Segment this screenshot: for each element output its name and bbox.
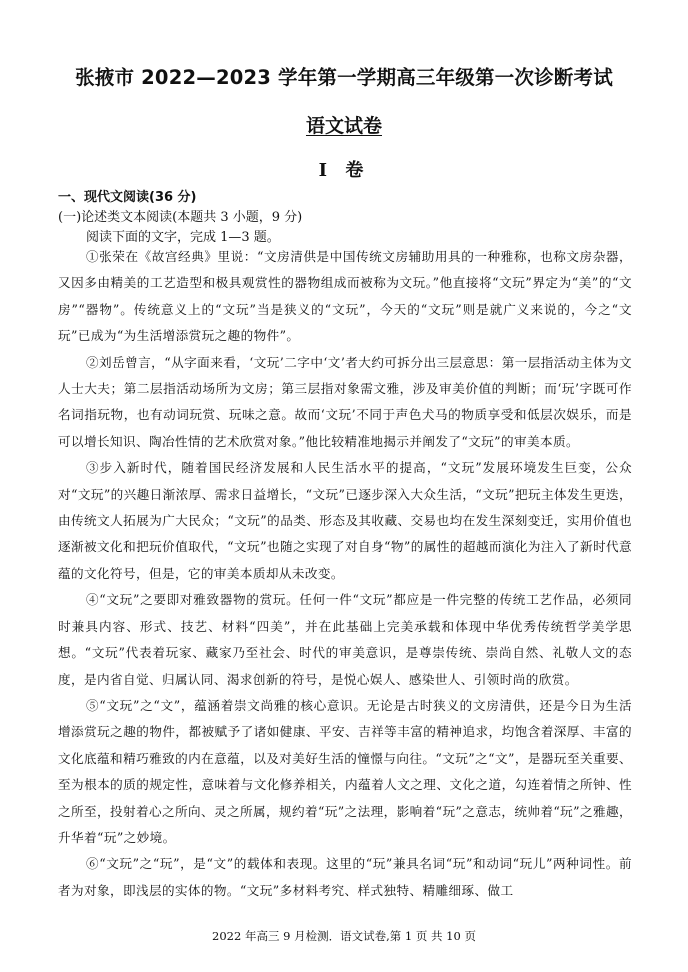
paragraph-1: ①张荣在《故宫经典》里说：“文房清供是中国传统文房辅助用具的一种雅称，也称文房杂器，又因多由精美的工艺造型和极具观赏性的器物组成而被称为文玩。”他直接将“文玩”界定为“美”的“文房”“器物”。传统意义上的“文玩”当是狭义的“文玩”，今天的“文玩”则是就广义来说的，今之“文玩”已成为“为生活增添赏玩之趣的物件”。 bbox=[58, 249, 632, 344]
page-footer: 2022 年高三 9 月检测．语文试卷,第 1 页 共 10 页 bbox=[212, 929, 476, 943]
volume-label: I 卷 bbox=[318, 160, 370, 181]
paragraph-2: ②刘岳曾言，“从字面来看，‘文玩’二字中‘文’者大约可拆分出三层意思：第一层指活动主体为文人士大夫；第二层指活动场所为文房；第三层指对象需文雅，涉及审美价值的判断；而‘玩’字既可作名词指玩物，也有动词玩赏、玩味之意。故而‘文玩’不同于声色犬马的物质享受和低层次娱乐，而是可以增长知识、陶冶性情的艺术欣赏对象。”他比较精准地揭示并阐发了“文玩”的审美本质。 bbox=[58, 354, 632, 449]
reading-instruction: 阅读下面的文字，完成 1—3 题。 bbox=[86, 230, 280, 245]
paragraph-3: ③步入新时代，随着国民经济发展和人民生活水平的提高，“文玩”发展环境发生巨变，公众对“文玩”的兴趣日渐浓厚、需求日益增长，“文玩”已逐步深入大众生活，“文玩”把玩主体发生更迭，由传统文人拓展为广大民众；“文玩”的品类、形态及其收藏、交易也均在发生深刻变迁，实用价值也逐渐被文化和把玩价值取代，“文玩”也随之实现了对自身“物”的属性的超越而演化为注入了新时代意蕴的文化符号，但是，它的审美本质却从未改变。 bbox=[58, 460, 632, 581]
section-heading: 一、现代文阅读(36 分) bbox=[58, 190, 197, 205]
exam-subtitle: 语文试卷 bbox=[305, 115, 382, 137]
paragraph-5: ⑤“文玩”之“文”，蕴涵着崇文尚雅的核心意识。无论是古时狭义的文房清供，还是今日为生活增添赏玩之趣的物件，都被赋予了诸如健康、平安、吉祥等丰富的精神追求，均饱含着深厚、丰富的文化底蕴和精巧雅致的内在意蕴，以及对美好生活的憧憬与向往。“文玩”之“文”，是器玩至关重要、至为根本的质的规定性，意味着与文化修养相关，内蕴着人文之理、文化之道，勾连着情之所钟、性之所至，投射着心之所向、灵之所属，规约着“玩”之法理，影响着“玩”之意志，统帅着“玩”之雅趣，升华着“玩”之妙境。 bbox=[58, 697, 632, 845]
paragraph-6: ⑥“文玩”之“玩”，是“文”的载体和表现。这里的“玩”兼具名词“玩”和动词“玩儿”两种词性。前者为对象，即浅层的实体的物。“文玩”多材料考究、样式独特、精雕细琢、做工 bbox=[58, 856, 632, 898]
section-subheading: (一)论述类文本阅读(本题共 3 小题，9 分) bbox=[58, 210, 303, 225]
article-body bbox=[58, 244, 632, 904]
exam-title: 张掖市 2022—2023 学年第一学期高三年级第一次诊断考试 bbox=[75, 66, 613, 89]
paragraph-4: ④“文玩”之要即对雅致器物的赏玩。任何一件“文玩”都应是一件完整的传统工艺作品，必须同时兼具内容、形式、技艺、材料“四美”，并在此基础上完美承载和体现中华优秀传统哲学美学思想。“文玩”代表着玩家、藏家乃至社会、时代的审美意识，是尊崇传统、崇尚自然、礼敬人文的态度，是内省自觉、归属认同、渴求创新的符号，是悦心娱人、感染世人、引领时尚的欣赏。 bbox=[58, 592, 632, 687]
